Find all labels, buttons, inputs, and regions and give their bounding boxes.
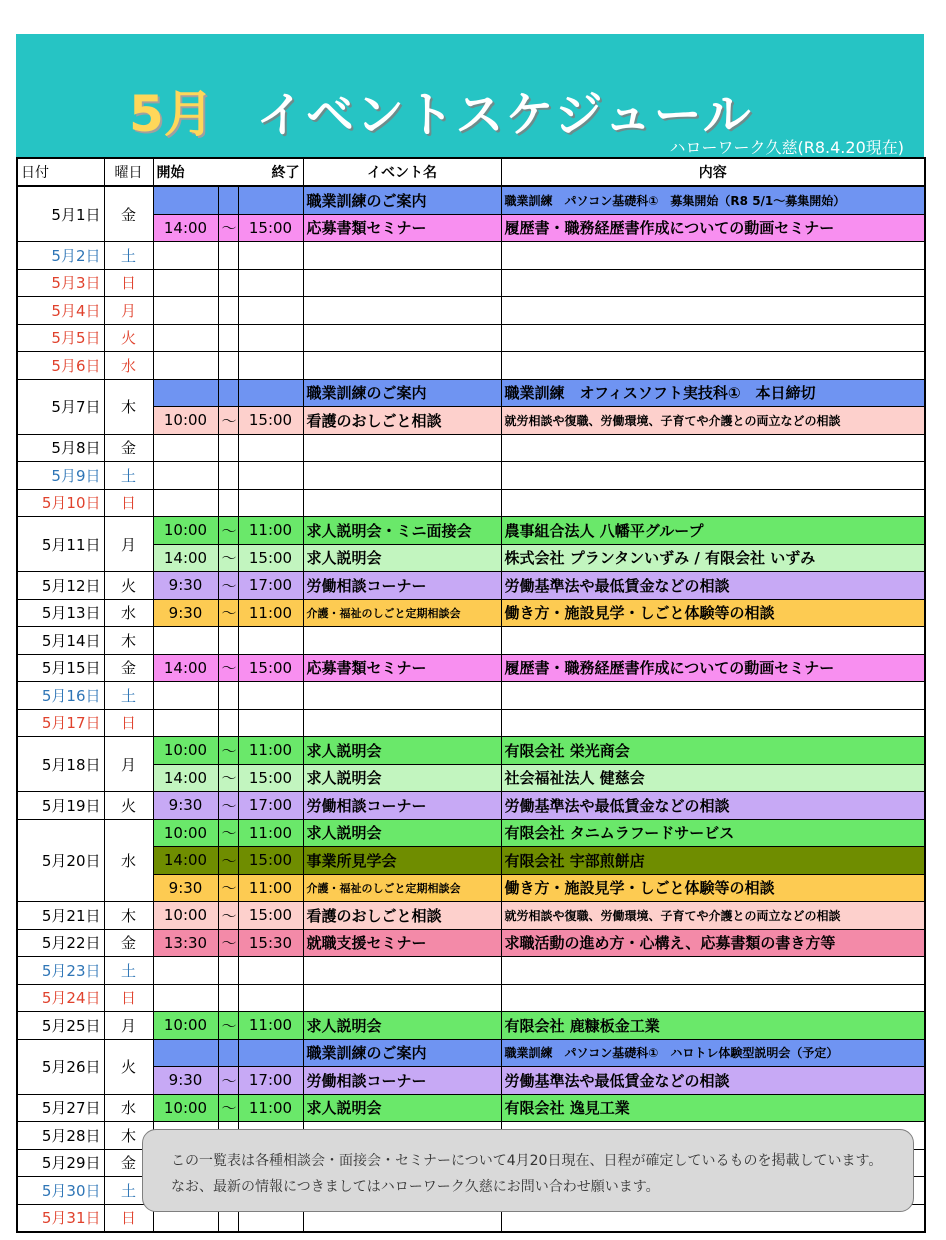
date-cell: 5月30日 (17, 1177, 104, 1205)
tilde-cell (218, 682, 238, 710)
start-time-cell: 14:00 (153, 764, 218, 792)
start-time-cell: 9:30 (153, 874, 218, 902)
weekday-cell: 火 (104, 1039, 153, 1094)
start-time-cell: 10:00 (153, 902, 218, 930)
table-row (17, 324, 925, 352)
tilde-cell (218, 269, 238, 297)
date-cell: 5月19日 (17, 792, 104, 820)
start-time-cell (153, 489, 218, 517)
tilde-cell (218, 489, 238, 517)
tilde-cell: ～ (218, 819, 238, 847)
event-name-cell (303, 297, 501, 325)
title-text: イベントスケジュール (256, 87, 753, 143)
end-time-cell: 17:00 (238, 792, 303, 820)
weekday-cell: 木 (104, 1122, 153, 1150)
date-cell: 5月26日 (17, 1039, 104, 1094)
weekday-cell: 月 (104, 297, 153, 325)
start-time-cell: 10:00 (153, 1012, 218, 1040)
event-name-cell (303, 682, 501, 710)
event-content-cell: 有限会社 タニムラフードサービス (501, 819, 925, 847)
end-time-cell: 11:00 (238, 819, 303, 847)
event-name-cell: 労働相談コーナー (303, 792, 501, 820)
table-row (17, 434, 925, 462)
event-content-cell: 働き方・施設見学・しごと体験等の相談 (501, 874, 925, 902)
col-header-blank (218, 158, 238, 186)
tilde-cell: ～ (218, 902, 238, 930)
event-content-cell: 職業訓練 オフィスソフト実技科① 本日締切 (501, 379, 925, 407)
event-content-cell: 有限会社 逸見工業 (501, 1094, 925, 1122)
date-cell: 5月12日 (17, 572, 104, 600)
weekday-cell: 金 (104, 654, 153, 682)
end-time-cell (238, 297, 303, 325)
end-time-cell: 11:00 (238, 874, 303, 902)
start-time-cell (153, 462, 218, 490)
event-content-cell (501, 957, 925, 985)
tilde-cell: ～ (218, 737, 238, 765)
table-row (17, 792, 925, 820)
event-name-cell: 職業訓練のご案内 (303, 379, 501, 407)
start-time-cell (153, 984, 218, 1012)
table-row (17, 627, 925, 655)
event-name-cell: 求人説明会 (303, 1094, 501, 1122)
weekday-cell: 月 (104, 517, 153, 572)
end-time-cell: 15:00 (238, 654, 303, 682)
start-time-cell (153, 682, 218, 710)
table-header-row (17, 158, 925, 186)
schedule-table (16, 157, 926, 1233)
event-name-cell: 求人説明会 (303, 764, 501, 792)
end-time-cell: 15:00 (238, 902, 303, 930)
event-content-cell: 働き方・施設見学・しごと体験等の相談 (501, 599, 925, 627)
start-time-cell (153, 1039, 218, 1067)
end-time-cell (238, 489, 303, 517)
date-cell: 5月23日 (17, 957, 104, 985)
event-name-cell: 求人説明会 (303, 819, 501, 847)
event-content-cell (501, 269, 925, 297)
weekday-cell: 日 (104, 489, 153, 517)
event-content-cell: 株式会社 プランタンいずみ / 有限会社 いずみ (501, 544, 925, 572)
end-time-cell: 11:00 (238, 1012, 303, 1040)
start-time-cell: 14:00 (153, 214, 218, 242)
tilde-cell (218, 242, 238, 270)
tilde-cell: ～ (218, 517, 238, 545)
header-banner (16, 34, 924, 158)
weekday-cell: 金 (104, 929, 153, 957)
tilde-cell (218, 379, 238, 407)
event-name-cell: 看護のおしごと相談 (303, 407, 501, 435)
tilde-cell (218, 324, 238, 352)
start-time-cell (153, 324, 218, 352)
tilde-cell (218, 627, 238, 655)
table-row (17, 902, 925, 930)
start-time-cell: 14:00 (153, 654, 218, 682)
table-row (17, 819, 925, 847)
start-time-cell: 13:30 (153, 929, 218, 957)
weekday-cell: 金 (104, 186, 153, 242)
table-row (17, 599, 925, 627)
event-content-cell (501, 682, 925, 710)
weekday-cell: 金 (104, 1149, 153, 1177)
event-content-cell: 求職活動の進め方・心構え、応募書類の書き方等 (501, 929, 925, 957)
notice-box (142, 1129, 914, 1212)
event-content-cell (501, 462, 925, 490)
date-cell: 5月5日 (17, 324, 104, 352)
event-name-cell: 応募書類セミナー (303, 654, 501, 682)
tilde-cell (218, 434, 238, 462)
start-time-cell (153, 709, 218, 737)
weekday-cell: 火 (104, 324, 153, 352)
event-name-cell: 応募書類セミナー (303, 214, 501, 242)
event-name-cell (303, 352, 501, 380)
tilde-cell: ～ (218, 654, 238, 682)
tilde-cell (218, 352, 238, 380)
event-content-cell: 有限会社 鹿糠板金工業 (501, 1012, 925, 1040)
table-row (17, 544, 925, 572)
event-content-cell (501, 324, 925, 352)
event-name-cell (303, 462, 501, 490)
date-cell: 5月20日 (17, 819, 104, 902)
table-row (17, 352, 925, 380)
date-cell: 5月11日 (17, 517, 104, 572)
date-cell: 5月29日 (17, 1149, 104, 1177)
weekday-cell: 水 (104, 599, 153, 627)
end-time-cell: 11:00 (238, 737, 303, 765)
event-content-cell: 有限会社 栄光商会 (501, 737, 925, 765)
start-time-cell (153, 269, 218, 297)
event-content-cell: 職業訓練 パソコン基礎科① ハロトレ体験型説明会（予定） (501, 1039, 925, 1067)
tilde-cell: ～ (218, 847, 238, 875)
weekday-cell: 水 (104, 819, 153, 902)
date-cell: 5月6日 (17, 352, 104, 380)
date-cell: 5月3日 (17, 269, 104, 297)
weekday-cell: 月 (104, 1012, 153, 1040)
tilde-cell (218, 462, 238, 490)
start-time-cell (153, 186, 218, 214)
event-content-cell: 労働基準法や最低賃金などの相談 (501, 572, 925, 600)
table-row (17, 737, 925, 765)
tilde-cell (218, 186, 238, 214)
start-time-cell (153, 242, 218, 270)
col-header-start: 開始 (153, 158, 218, 186)
end-time-cell (238, 186, 303, 214)
event-name-cell: 看護のおしごと相談 (303, 902, 501, 930)
tilde-cell (218, 957, 238, 985)
end-time-cell (238, 242, 303, 270)
start-time-cell: 14:00 (153, 544, 218, 572)
tilde-cell (218, 1039, 238, 1067)
date-cell: 5月15日 (17, 654, 104, 682)
table-row (17, 682, 925, 710)
event-name-cell (303, 242, 501, 270)
event-content-cell (501, 242, 925, 270)
start-time-cell (153, 434, 218, 462)
start-time-cell (153, 297, 218, 325)
weekday-cell: 土 (104, 682, 153, 710)
event-content-cell: 農事組合法人 八幡平グループ (501, 517, 925, 545)
event-name-cell (303, 269, 501, 297)
tilde-cell: ～ (218, 1012, 238, 1040)
table-row (17, 462, 925, 490)
start-time-cell: 14:00 (153, 847, 218, 875)
start-time-cell (153, 379, 218, 407)
event-name-cell: 職業訓練のご案内 (303, 1039, 501, 1067)
event-name-cell (303, 324, 501, 352)
event-name-cell (303, 489, 501, 517)
event-content-cell (501, 984, 925, 1012)
tilde-cell (218, 709, 238, 737)
weekday-cell: 月 (104, 737, 153, 792)
table-row (17, 1012, 925, 1040)
col-header-end: 終了 (238, 158, 303, 186)
end-time-cell (238, 269, 303, 297)
table-row (17, 874, 925, 902)
table-row (17, 186, 925, 214)
table-row (17, 709, 925, 737)
event-name-cell: 事業所見学会 (303, 847, 501, 875)
tilde-cell: ～ (218, 1067, 238, 1095)
table-row (17, 297, 925, 325)
end-time-cell: 11:00 (238, 517, 303, 545)
event-content-cell (501, 297, 925, 325)
col-header-dow: 曜日 (104, 158, 153, 186)
tilde-cell: ～ (218, 572, 238, 600)
table-row (17, 764, 925, 792)
event-content-cell: 就労相談や復職、労働環境、子育てや介護との両立などの相談 (501, 902, 925, 930)
weekday-cell: 火 (104, 572, 153, 600)
date-cell: 5月16日 (17, 682, 104, 710)
table-row (17, 572, 925, 600)
date-cell: 5月7日 (17, 379, 104, 434)
tilde-cell: ～ (218, 214, 238, 242)
event-name-cell: 就職支援セミナー (303, 929, 501, 957)
table-row (17, 847, 925, 875)
table-row (17, 1094, 925, 1122)
end-time-cell (238, 984, 303, 1012)
tilde-cell (218, 297, 238, 325)
weekday-cell: 水 (104, 352, 153, 380)
date-cell: 5月18日 (17, 737, 104, 792)
event-name-cell: 求人説明会・ミニ面接会 (303, 517, 501, 545)
date-cell: 5月9日 (17, 462, 104, 490)
weekday-cell: 日 (104, 984, 153, 1012)
event-name-cell: 職業訓練のご案内 (303, 186, 501, 214)
end-time-cell (238, 1039, 303, 1067)
start-time-cell: 10:00 (153, 517, 218, 545)
table-row (17, 214, 925, 242)
table-row (17, 1039, 925, 1067)
end-time-cell (238, 627, 303, 655)
tilde-cell (218, 984, 238, 1012)
tilde-cell: ～ (218, 792, 238, 820)
event-name-cell (303, 984, 501, 1012)
date-cell: 5月14日 (17, 627, 104, 655)
date-cell: 5月13日 (17, 599, 104, 627)
tilde-cell: ～ (218, 1094, 238, 1122)
start-time-cell: 10:00 (153, 737, 218, 765)
end-time-cell: 15:00 (238, 214, 303, 242)
end-time-cell: 17:00 (238, 572, 303, 600)
end-time-cell (238, 434, 303, 462)
date-cell: 5月22日 (17, 929, 104, 957)
event-content-cell (501, 627, 925, 655)
col-header-event: イベント名 (303, 158, 501, 186)
start-time-cell: 10:00 (153, 407, 218, 435)
event-content-cell: 社会福祉法人 健慈会 (501, 764, 925, 792)
weekday-cell: 水 (104, 1094, 153, 1122)
table-row (17, 929, 925, 957)
date-cell: 5月27日 (17, 1094, 104, 1122)
tilde-cell: ～ (218, 407, 238, 435)
date-cell: 5月10日 (17, 489, 104, 517)
date-cell: 5月8日 (17, 434, 104, 462)
end-time-cell: 11:00 (238, 599, 303, 627)
weekday-cell: 土 (104, 1177, 153, 1205)
table-row (17, 1067, 925, 1095)
tilde-cell: ～ (218, 599, 238, 627)
date-cell: 5月31日 (17, 1204, 104, 1232)
end-time-cell: 15:00 (238, 764, 303, 792)
col-header-content: 内容 (501, 158, 925, 186)
table-row (17, 489, 925, 517)
weekday-cell: 土 (104, 957, 153, 985)
table-row (17, 379, 925, 407)
start-time-cell: 9:30 (153, 572, 218, 600)
table-row (17, 984, 925, 1012)
event-content-cell (501, 434, 925, 462)
table-row (17, 654, 925, 682)
tilde-cell: ～ (218, 764, 238, 792)
start-time-cell: 10:00 (153, 1094, 218, 1122)
start-time-cell: 9:30 (153, 599, 218, 627)
event-name-cell: 求人説明会 (303, 1012, 501, 1040)
title-month: 5月 (129, 85, 214, 143)
date-cell: 5月25日 (17, 1012, 104, 1040)
weekday-cell: 木 (104, 902, 153, 930)
end-time-cell (238, 379, 303, 407)
event-content-cell (501, 489, 925, 517)
table-row (17, 269, 925, 297)
end-time-cell: 15:00 (238, 847, 303, 875)
end-time-cell: 15:00 (238, 407, 303, 435)
end-time-cell (238, 324, 303, 352)
end-time-cell: 15:00 (238, 544, 303, 572)
event-content-cell (501, 352, 925, 380)
end-time-cell (238, 352, 303, 380)
event-content-cell: 職業訓練 パソコン基礎科① 募集開始（R8 5/1～募集開始） (501, 186, 925, 214)
weekday-cell: 木 (104, 379, 153, 434)
table-row (17, 517, 925, 545)
date-cell: 5月24日 (17, 984, 104, 1012)
end-time-cell (238, 682, 303, 710)
date-cell: 5月4日 (17, 297, 104, 325)
table-row (17, 407, 925, 435)
tilde-cell: ～ (218, 544, 238, 572)
event-name-cell: 介護・福祉のしごと定期相談会 (303, 874, 501, 902)
schedule-body (17, 186, 925, 1232)
weekday-cell: 日 (104, 269, 153, 297)
event-content-cell: 就労相談や復職、労働環境、子育てや介護との両立などの相談 (501, 407, 925, 435)
event-content-cell (501, 709, 925, 737)
weekday-cell: 日 (104, 1204, 153, 1232)
tilde-cell: ～ (218, 874, 238, 902)
end-time-cell (238, 462, 303, 490)
event-name-cell: 求人説明会 (303, 737, 501, 765)
table-row (17, 242, 925, 270)
subtitle: ハローワーク久慈(R8.4.20現在) (669, 138, 904, 157)
end-time-cell: 17:00 (238, 1067, 303, 1095)
event-name-cell: 労働相談コーナー (303, 572, 501, 600)
start-time-cell: 10:00 (153, 819, 218, 847)
event-name-cell (303, 709, 501, 737)
event-content-cell: 有限会社 宇部煎餅店 (501, 847, 925, 875)
event-name-cell (303, 434, 501, 462)
weekday-cell: 日 (104, 709, 153, 737)
weekday-cell: 土 (104, 462, 153, 490)
event-name-cell (303, 957, 501, 985)
event-name-cell: 介護・福祉のしごと定期相談会 (303, 599, 501, 627)
weekday-cell: 土 (104, 242, 153, 270)
event-name-cell: 労働相談コーナー (303, 1067, 501, 1095)
end-time-cell (238, 957, 303, 985)
event-content-cell: 労働基準法や最低賃金などの相談 (501, 1067, 925, 1095)
start-time-cell (153, 957, 218, 985)
date-cell: 5月1日 (17, 186, 104, 242)
start-time-cell: 9:30 (153, 1067, 218, 1095)
start-time-cell (153, 352, 218, 380)
end-time-cell (238, 709, 303, 737)
weekday-cell: 金 (104, 434, 153, 462)
event-content-cell: 労働基準法や最低賃金などの相談 (501, 792, 925, 820)
date-cell: 5月2日 (17, 242, 104, 270)
end-time-cell: 15:30 (238, 929, 303, 957)
start-time-cell (153, 627, 218, 655)
event-content-cell: 履歴書・職務経歴書作成についての動画セミナー (501, 214, 925, 242)
weekday-cell: 火 (104, 792, 153, 820)
col-header-date: 日付 (17, 158, 104, 186)
event-name-cell: 求人説明会 (303, 544, 501, 572)
event-content-cell: 履歴書・職務経歴書作成についての動画セミナー (501, 654, 925, 682)
date-cell: 5月28日 (17, 1122, 104, 1150)
date-cell: 5月21日 (17, 902, 104, 930)
start-time-cell: 9:30 (153, 792, 218, 820)
date-cell: 5月17日 (17, 709, 104, 737)
table-row (17, 957, 925, 985)
notice-text: この一覧表は各種相談会・面接会・セミナーについて4月20日現在、日程が確定しているものを掲載しています。なお、最新の情報につきましてはハローワーク久慈にお問い合わせ願います。 (171, 1153, 883, 1195)
weekday-cell: 木 (104, 627, 153, 655)
event-name-cell (303, 627, 501, 655)
tilde-cell: ～ (218, 929, 238, 957)
end-time-cell: 11:00 (238, 1094, 303, 1122)
